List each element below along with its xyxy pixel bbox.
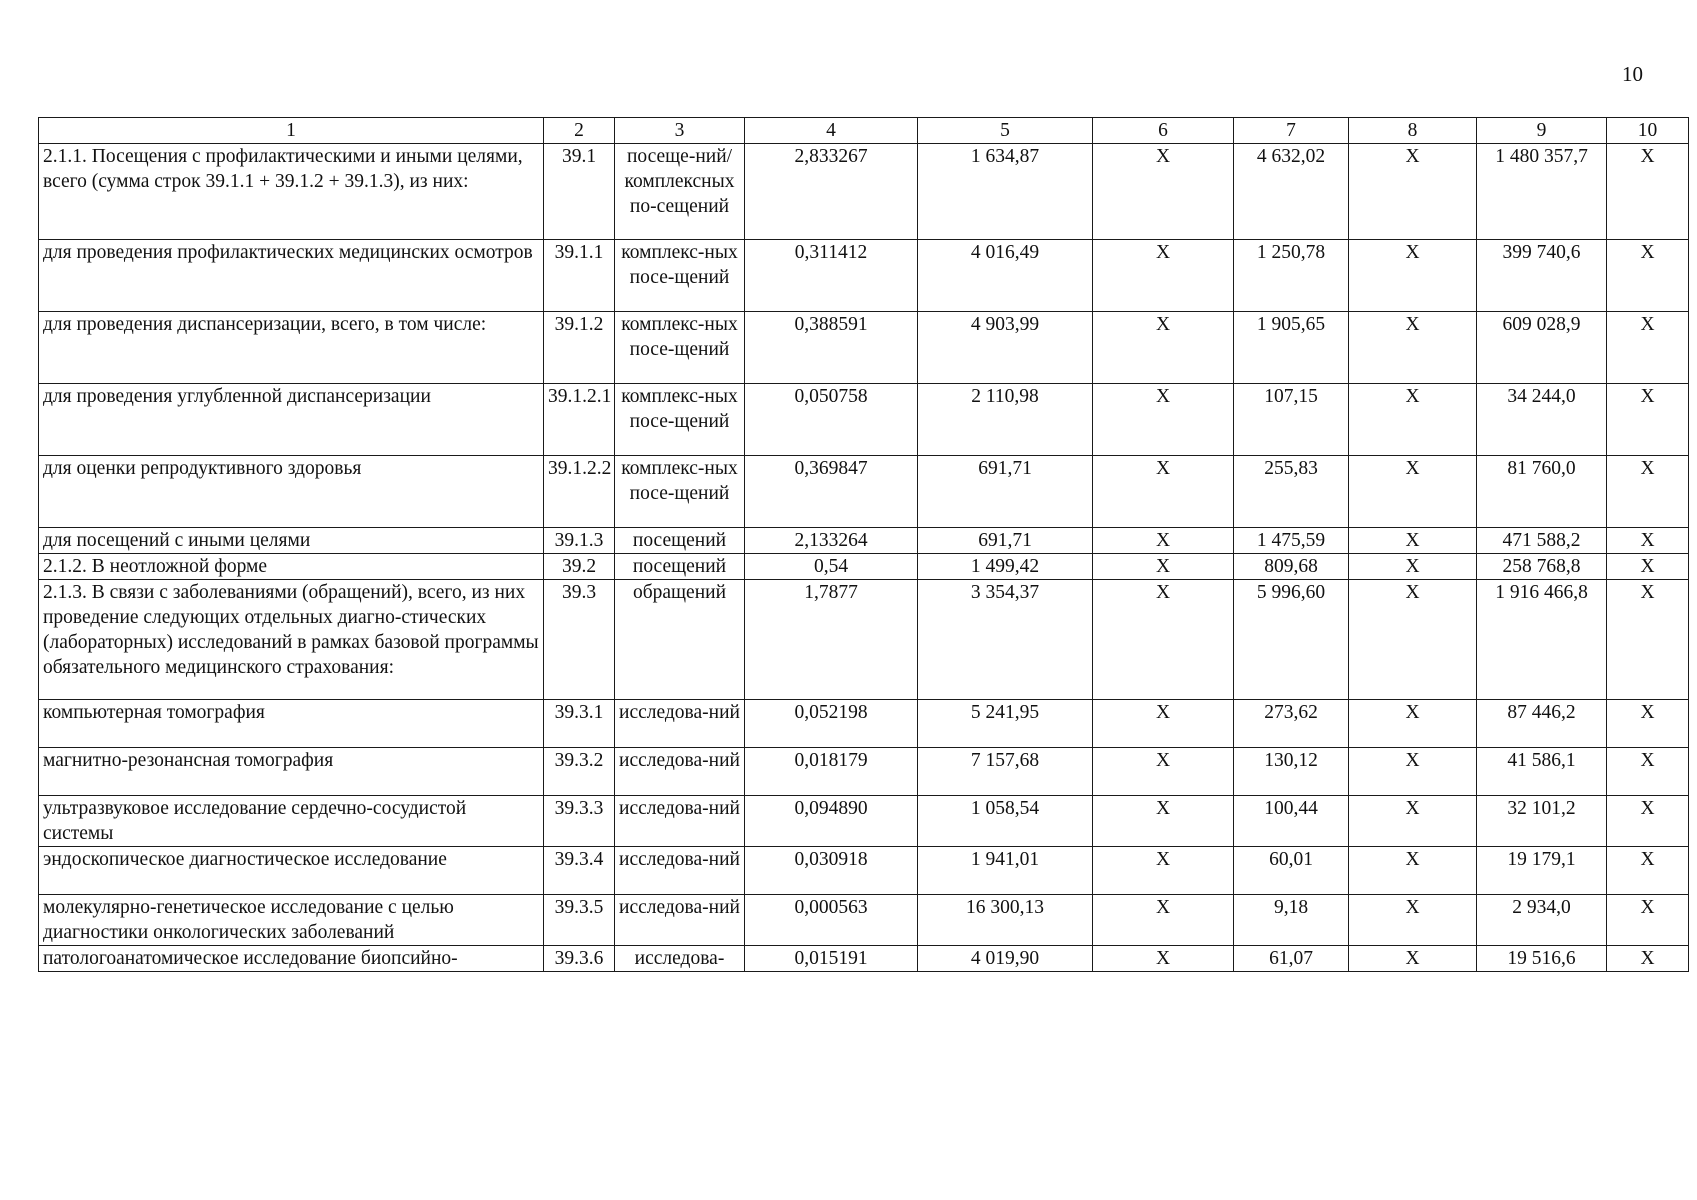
row-col7-cell: 1 475,59 bbox=[1234, 528, 1349, 554]
column-header-9: 9 bbox=[1477, 118, 1607, 144]
row-col4-cell: 0,018179 bbox=[745, 748, 918, 796]
row-col4-cell: 1,7877 bbox=[745, 580, 918, 700]
row-unit-cell: исследова- bbox=[615, 946, 745, 972]
row-col9-cell: 471 588,2 bbox=[1477, 528, 1607, 554]
row-col10-cell: Х bbox=[1607, 456, 1689, 528]
row-col9-cell: 32 101,2 bbox=[1477, 796, 1607, 847]
row-unit-cell: исследова-ний bbox=[615, 796, 745, 847]
row-name-cell: магнитно-резонансная томография bbox=[39, 748, 544, 796]
row-col8-cell: Х bbox=[1349, 796, 1477, 847]
row-name-cell: патологоанатомическое исследование биопсийно- bbox=[39, 946, 544, 972]
row-col6-cell: Х bbox=[1093, 847, 1234, 895]
row-col10-cell: Х bbox=[1607, 748, 1689, 796]
row-col7-cell: 100,44 bbox=[1234, 796, 1349, 847]
row-col10-cell: Х bbox=[1607, 528, 1689, 554]
row-col8-cell: Х bbox=[1349, 384, 1477, 456]
row-col5-cell: 691,71 bbox=[918, 528, 1093, 554]
row-code-cell: 39.2 bbox=[544, 554, 615, 580]
row-col10-cell: Х bbox=[1607, 700, 1689, 748]
row-name-cell: для оценки репродуктивного здоровья bbox=[39, 456, 544, 528]
row-name-cell: ультразвуковое исследование сердечно-сосудистой системы bbox=[39, 796, 544, 847]
row-col4-cell: 0,311412 bbox=[745, 240, 918, 312]
column-header-4: 4 bbox=[745, 118, 918, 144]
row-col5-cell: 16 300,13 bbox=[918, 895, 1093, 946]
row-unit-cell: исследова-ний bbox=[615, 700, 745, 748]
row-col10-cell: Х bbox=[1607, 580, 1689, 700]
table-row bbox=[39, 796, 1689, 847]
row-col6-cell: Х bbox=[1093, 700, 1234, 748]
row-name-cell: компьютерная томография bbox=[39, 700, 544, 748]
column-header-7: 7 bbox=[1234, 118, 1349, 144]
column-header-8: 8 bbox=[1349, 118, 1477, 144]
row-col4-cell: 0,000563 bbox=[745, 895, 918, 946]
row-col9-cell: 1 916 466,8 bbox=[1477, 580, 1607, 700]
column-header-2: 2 bbox=[544, 118, 615, 144]
row-name-cell: для проведения диспансеризации, всего, в том числе: bbox=[39, 312, 544, 384]
row-col10-cell: Х bbox=[1607, 384, 1689, 456]
row-name-cell: 2.1.3. В связи с заболеваниями (обращений), всего, из них проведение следующих отдельных диагно-стических (лабораторных) исследований в рамках базовой программы обязательного медицинского страхования: bbox=[39, 580, 544, 700]
table-row bbox=[39, 847, 1689, 895]
row-col6-cell: Х bbox=[1093, 240, 1234, 312]
row-col7-cell: 809,68 bbox=[1234, 554, 1349, 580]
row-unit-cell: исследова-ний bbox=[615, 895, 745, 946]
row-name-cell: для посещений с иными целями bbox=[39, 528, 544, 554]
column-header-1: 1 bbox=[39, 118, 544, 144]
row-col6-cell: Х bbox=[1093, 312, 1234, 384]
row-col8-cell: Х bbox=[1349, 144, 1477, 240]
row-col5-cell: 1 058,54 bbox=[918, 796, 1093, 847]
row-col6-cell: Х bbox=[1093, 144, 1234, 240]
row-col10-cell: Х bbox=[1607, 144, 1689, 240]
table-row bbox=[39, 748, 1689, 796]
row-col5-cell: 4 903,99 bbox=[918, 312, 1093, 384]
row-col6-cell: Х bbox=[1093, 554, 1234, 580]
row-col7-cell: 4 632,02 bbox=[1234, 144, 1349, 240]
row-col9-cell: 81 760,0 bbox=[1477, 456, 1607, 528]
row-col9-cell: 19 179,1 bbox=[1477, 847, 1607, 895]
row-col6-cell: Х bbox=[1093, 946, 1234, 972]
row-col9-cell: 41 586,1 bbox=[1477, 748, 1607, 796]
row-col6-cell: Х bbox=[1093, 796, 1234, 847]
row-col8-cell: Х bbox=[1349, 748, 1477, 796]
row-col10-cell: Х bbox=[1607, 796, 1689, 847]
table-row bbox=[39, 946, 1689, 972]
row-col7-cell: 273,62 bbox=[1234, 700, 1349, 748]
table-body bbox=[39, 144, 1689, 972]
row-code-cell: 39.3.3 bbox=[544, 796, 615, 847]
row-col10-cell: Х bbox=[1607, 946, 1689, 972]
row-col6-cell: Х bbox=[1093, 456, 1234, 528]
row-code-cell: 39.1.2.1 bbox=[544, 384, 615, 456]
row-col5-cell: 3 354,37 bbox=[918, 580, 1093, 700]
row-col5-cell: 5 241,95 bbox=[918, 700, 1093, 748]
row-name-cell: 2.1.1. Посещения с профилактическими и иными целями, всего (сумма строк 39.1.1 + 39.1.2 + 39.1.3), из них: bbox=[39, 144, 544, 240]
row-col10-cell: Х bbox=[1607, 847, 1689, 895]
row-col6-cell: Х bbox=[1093, 384, 1234, 456]
row-col5-cell: 2 110,98 bbox=[918, 384, 1093, 456]
row-col4-cell: 0,030918 bbox=[745, 847, 918, 895]
row-name-cell: 2.1.2. В неотложной форме bbox=[39, 554, 544, 580]
row-col6-cell: Х bbox=[1093, 528, 1234, 554]
row-col9-cell: 87 446,2 bbox=[1477, 700, 1607, 748]
column-header-6: 6 bbox=[1093, 118, 1234, 144]
row-col9-cell: 1 480 357,7 bbox=[1477, 144, 1607, 240]
row-col4-cell: 0,369847 bbox=[745, 456, 918, 528]
row-code-cell: 39.1.1 bbox=[544, 240, 615, 312]
row-col10-cell: Х bbox=[1607, 895, 1689, 946]
table-header-row bbox=[39, 118, 1689, 144]
row-code-cell: 39.1.3 bbox=[544, 528, 615, 554]
row-col4-cell: 0,050758 bbox=[745, 384, 918, 456]
row-col5-cell: 1 634,87 bbox=[918, 144, 1093, 240]
row-unit-cell: посещений bbox=[615, 528, 745, 554]
row-col8-cell: Х bbox=[1349, 554, 1477, 580]
row-unit-cell: комплекс-ных посе-щений bbox=[615, 384, 745, 456]
row-code-cell: 39.3.5 bbox=[544, 895, 615, 946]
row-code-cell: 39.3.1 bbox=[544, 700, 615, 748]
row-col8-cell: Х bbox=[1349, 700, 1477, 748]
row-col8-cell: Х bbox=[1349, 580, 1477, 700]
row-col5-cell: 4 019,90 bbox=[918, 946, 1093, 972]
row-col9-cell: 19 516,6 bbox=[1477, 946, 1607, 972]
row-code-cell: 39.3.6 bbox=[544, 946, 615, 972]
table-row bbox=[39, 312, 1689, 384]
row-col7-cell: 60,01 bbox=[1234, 847, 1349, 895]
row-col8-cell: Х bbox=[1349, 528, 1477, 554]
row-col4-cell: 0,052198 bbox=[745, 700, 918, 748]
row-col7-cell: 255,83 bbox=[1234, 456, 1349, 528]
row-col7-cell: 130,12 bbox=[1234, 748, 1349, 796]
row-col5-cell: 1 499,42 bbox=[918, 554, 1093, 580]
row-code-cell: 39.1 bbox=[544, 144, 615, 240]
row-col8-cell: Х bbox=[1349, 946, 1477, 972]
row-code-cell: 39.1.2 bbox=[544, 312, 615, 384]
row-col8-cell: Х bbox=[1349, 847, 1477, 895]
row-col8-cell: Х bbox=[1349, 895, 1477, 946]
row-col6-cell: Х bbox=[1093, 580, 1234, 700]
row-unit-cell: комплекс-ных посе-щений bbox=[615, 456, 745, 528]
row-col5-cell: 7 157,68 bbox=[918, 748, 1093, 796]
row-col6-cell: Х bbox=[1093, 895, 1234, 946]
row-code-cell: 39.1.2.2 bbox=[544, 456, 615, 528]
row-unit-cell: исследова-ний bbox=[615, 748, 745, 796]
row-name-cell: эндоскопическое диагностическое исследование bbox=[39, 847, 544, 895]
row-col8-cell: Х bbox=[1349, 312, 1477, 384]
row-col7-cell: 5 996,60 bbox=[1234, 580, 1349, 700]
row-col6-cell: Х bbox=[1093, 748, 1234, 796]
table-row bbox=[39, 554, 1689, 580]
row-col7-cell: 107,15 bbox=[1234, 384, 1349, 456]
row-unit-cell: посещений bbox=[615, 554, 745, 580]
row-col9-cell: 34 244,0 bbox=[1477, 384, 1607, 456]
row-col10-cell: Х bbox=[1607, 554, 1689, 580]
row-col9-cell: 399 740,6 bbox=[1477, 240, 1607, 312]
table-row bbox=[39, 240, 1689, 312]
row-col10-cell: Х bbox=[1607, 240, 1689, 312]
row-col5-cell: 691,71 bbox=[918, 456, 1093, 528]
row-col7-cell: 1 250,78 bbox=[1234, 240, 1349, 312]
table-row bbox=[39, 580, 1689, 700]
table-row bbox=[39, 384, 1689, 456]
row-col5-cell: 1 941,01 bbox=[918, 847, 1093, 895]
row-col10-cell: Х bbox=[1607, 312, 1689, 384]
row-col9-cell: 2 934,0 bbox=[1477, 895, 1607, 946]
row-name-cell: молекулярно-генетическое исследование с целью диагностики онкологических заболеваний bbox=[39, 895, 544, 946]
row-col7-cell: 61,07 bbox=[1234, 946, 1349, 972]
row-col5-cell: 4 016,49 bbox=[918, 240, 1093, 312]
row-unit-cell: комплекс-ных посе-щений bbox=[615, 312, 745, 384]
table-row bbox=[39, 895, 1689, 946]
row-col4-cell: 2,133264 bbox=[745, 528, 918, 554]
row-code-cell: 39.3.4 bbox=[544, 847, 615, 895]
column-header-5: 5 bbox=[918, 118, 1093, 144]
row-col4-cell: 2,833267 bbox=[745, 144, 918, 240]
row-col8-cell: Х bbox=[1349, 240, 1477, 312]
row-col7-cell: 1 905,65 bbox=[1234, 312, 1349, 384]
row-col9-cell: 609 028,9 bbox=[1477, 312, 1607, 384]
row-code-cell: 39.3 bbox=[544, 580, 615, 700]
row-name-cell: для проведения углубленной диспансеризации bbox=[39, 384, 544, 456]
column-header-3: 3 bbox=[615, 118, 745, 144]
column-header-10: 10 bbox=[1607, 118, 1689, 144]
row-unit-cell: обращений bbox=[615, 580, 745, 700]
row-col4-cell: 0,54 bbox=[745, 554, 918, 580]
row-col9-cell: 258 768,8 bbox=[1477, 554, 1607, 580]
row-unit-cell: исследова-ний bbox=[615, 847, 745, 895]
row-unit-cell: комплекс-ных посе-щений bbox=[615, 240, 745, 312]
table-row bbox=[39, 528, 1689, 554]
page-number: 10 bbox=[1622, 62, 1643, 86]
row-unit-cell: посеще-ний/комплексных по-сещений bbox=[615, 144, 745, 240]
row-col4-cell: 0,388591 bbox=[745, 312, 918, 384]
table-row bbox=[39, 144, 1689, 240]
table-row bbox=[39, 456, 1689, 528]
row-col4-cell: 0,094890 bbox=[745, 796, 918, 847]
row-name-cell: для проведения профилактических медицинских осмотров bbox=[39, 240, 544, 312]
row-code-cell: 39.3.2 bbox=[544, 748, 615, 796]
row-col4-cell: 0,015191 bbox=[745, 946, 918, 972]
tariff-table bbox=[38, 117, 1689, 972]
row-col7-cell: 9,18 bbox=[1234, 895, 1349, 946]
table-row bbox=[39, 700, 1689, 748]
row-col8-cell: Х bbox=[1349, 456, 1477, 528]
